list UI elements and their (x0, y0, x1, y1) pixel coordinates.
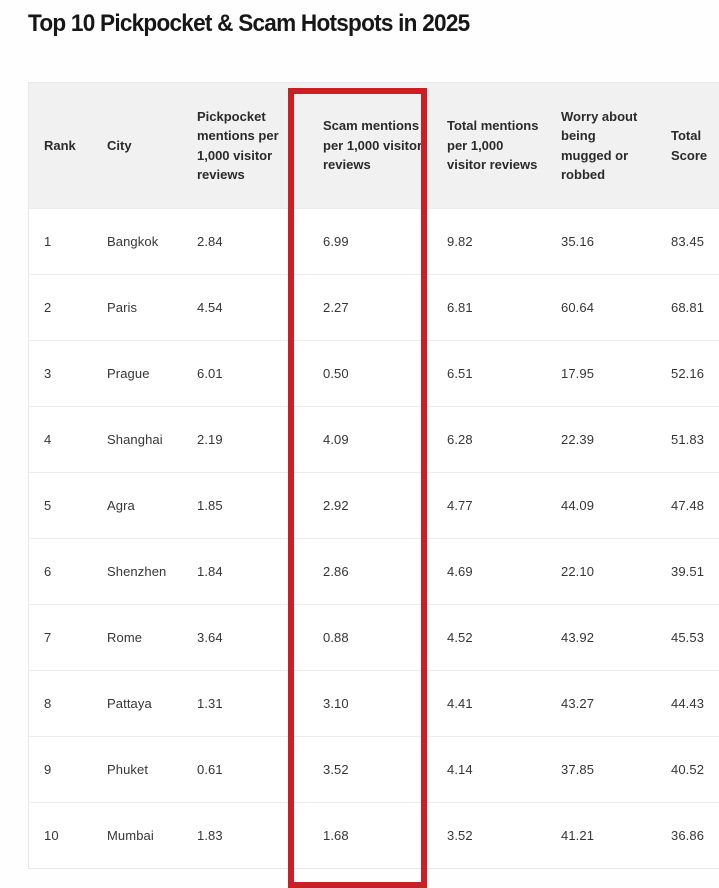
hotspots-table (28, 82, 719, 869)
table-cell: 9.82 (447, 234, 473, 249)
column-header-rank: Rank (44, 137, 76, 153)
table-cell: 52.16 (671, 366, 705, 381)
table-cell: 9 (44, 762, 52, 777)
table-cell: 1.85 (197, 498, 223, 513)
table-cell: 6.99 (323, 234, 349, 249)
table-row (29, 472, 719, 538)
table-row (29, 208, 719, 274)
table-cell: 0.88 (323, 630, 349, 645)
table-row (29, 340, 719, 406)
table-cell: 4.77 (447, 498, 473, 513)
table-cell: 6.28 (447, 432, 473, 447)
table-cell: 7 (44, 630, 52, 645)
table-cell: 37.85 (561, 762, 595, 777)
table-cell: 3.52 (447, 828, 473, 843)
table-cell: 3.64 (197, 630, 223, 645)
table-cell: 4.14 (447, 762, 473, 777)
table-cell: 6.01 (197, 366, 223, 381)
table-cell: 2.92 (323, 498, 349, 513)
table-cell: Prague (107, 366, 150, 381)
table-cell: 43.92 (561, 630, 595, 645)
column-header-total-mentions: Total mentions per 1,000 visitor reviews (447, 118, 539, 173)
table-cell: 10 (44, 828, 59, 843)
table-cell: 4.69 (447, 564, 473, 579)
table-header-row (29, 83, 719, 208)
table-cell: 44.43 (671, 696, 705, 711)
table-cell: 1.68 (323, 828, 349, 843)
column-header-scam: Scam mentions per 1,000 visitor reviews (323, 118, 422, 173)
table-cell: 2.86 (323, 564, 349, 579)
table-body (29, 208, 719, 868)
table-cell: 60.64 (561, 300, 595, 315)
table-row (29, 538, 719, 604)
table-row (29, 802, 719, 868)
table-cell: 4.41 (447, 696, 473, 711)
table-cell: Rome (107, 630, 143, 645)
table-cell: 4 (44, 432, 52, 447)
table-cell: 2 (44, 300, 52, 315)
table-cell: 22.10 (561, 564, 595, 579)
table-cell: 2.19 (197, 432, 223, 447)
table-cell: 1.83 (197, 828, 223, 843)
table-cell: Phuket (107, 762, 149, 777)
table-cell: 39.51 (671, 564, 705, 579)
table-cell: Shenzhen (107, 564, 167, 579)
table-cell: 5 (44, 498, 52, 513)
table-cell: 22.39 (561, 432, 595, 447)
table-row (29, 406, 719, 472)
table-cell: 68.81 (671, 300, 705, 315)
table-row (29, 604, 719, 670)
page-title: Top 10 Pickpocket & Scam Hotspots in 2025 (28, 10, 470, 37)
table-cell: 6.51 (447, 366, 473, 381)
table-cell: 51.83 (671, 432, 705, 447)
table-cell: 17.95 (561, 366, 595, 381)
table-cell: 44.09 (561, 498, 595, 513)
table-cell: Shanghai (107, 432, 163, 447)
table-cell: 3.10 (323, 696, 349, 711)
table-cell: 83.45 (671, 234, 705, 249)
column-header-pickpocket: Pickpocket mentions per 1,000 visitor reviews (197, 108, 279, 182)
table-cell: 41.21 (561, 828, 595, 843)
table-cell: 35.16 (561, 234, 595, 249)
table-cell: 6 (44, 564, 52, 579)
table-cell: 47.48 (671, 498, 705, 513)
table-cell: Agra (107, 498, 135, 513)
table-cell: 3 (44, 366, 52, 381)
table-cell: 1 (44, 234, 52, 249)
table-cell: 2.84 (197, 234, 223, 249)
table-cell: 43.27 (561, 696, 595, 711)
table-cell: 8 (44, 696, 52, 711)
table-cell: 36.86 (671, 828, 705, 843)
table-row (29, 274, 719, 340)
table-row (29, 670, 719, 736)
table-cell: 4.52 (447, 630, 473, 645)
table-cell: 1.31 (197, 696, 223, 711)
table-cell: 2.27 (323, 300, 349, 315)
table-cell: Pattaya (107, 696, 152, 711)
table-row (29, 736, 719, 802)
table-cell: Mumbai (107, 828, 154, 843)
column-header-city: City (107, 137, 132, 153)
table-cell: Paris (107, 300, 138, 315)
table-cell: 0.61 (197, 762, 223, 777)
table-cell: 1.84 (197, 564, 223, 579)
table-cell: 40.52 (671, 762, 705, 777)
column-header-total-score: Total Score (671, 128, 708, 163)
table-cell: 45.53 (671, 630, 705, 645)
table-cell: 0.50 (323, 366, 349, 381)
table-cell: 3.52 (323, 762, 349, 777)
table-cell: 6.81 (447, 300, 473, 315)
table-cell: 4.09 (323, 432, 349, 447)
column-header-worry: Worry about being mugged or robbed (561, 108, 638, 182)
table-cell: Bangkok (107, 234, 159, 249)
table-cell: 4.54 (197, 300, 223, 315)
